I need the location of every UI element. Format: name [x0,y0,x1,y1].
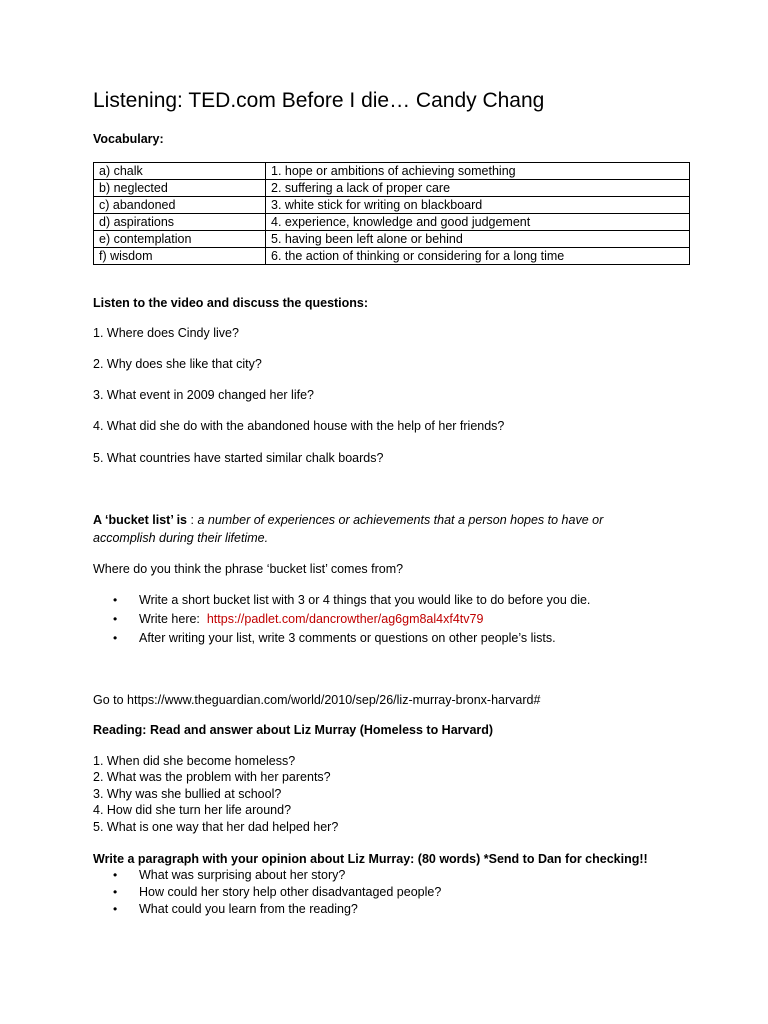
listen-question-4: 4. What did she do with the abandoned house with the help of her friends? [93,419,505,433]
bucket-list-definition [93,511,653,547]
vocab-definition: 5. having been left alone or behind [266,231,690,248]
bucket-task-1: Write a short bucket list with 3 or 4 things that you would like to do before you die. [139,593,591,607]
listen-question-5: 5. What countries have started similar chalk boards? [93,451,384,465]
reading-question-1: 1. When did she become homeless? [93,754,296,768]
table-row [94,163,690,180]
table-row [94,231,690,248]
bullet-icon: • [113,902,118,916]
bullet-icon: • [113,631,118,645]
vocab-definition: 1. hope or ambitions of achieving something [266,163,690,180]
bullet-icon: • [113,593,118,607]
paragraph-prompt-3: What could you learn from the reading? [139,902,358,916]
list-item [113,901,358,917]
vocab-definition: 2. suffering a lack of proper care [266,180,690,197]
listen-question-3: 3. What event in 2009 changed her life? [93,388,314,402]
list-item [113,592,590,608]
vocabulary-table [93,162,690,265]
vocab-definition: 3. white stick for writing on blackboard [266,197,690,214]
paragraph-prompt-1: What was surprising about her story? [139,868,346,882]
bucket-list-term: A ‘bucket list’ is [93,513,188,527]
padlet-link[interactable]: https://padlet.com/dancrowther/ag6gm8al4xf4tv79 [206,612,484,626]
vocab-term: e) contemplation [94,231,266,248]
reading-question-2: 2. What was the problem with her parents? [93,770,331,784]
vocab-definition: 6. the action of thinking or considering for a long time [266,248,690,265]
reading-question-4: 4. How did she turn her life around? [93,803,292,817]
list-item [113,867,345,883]
paragraph-heading: Write a paragraph with your opinion about Liz Murray: (80 words) *Send to Dan for checking!! [93,852,648,866]
bullet-icon: • [113,868,118,882]
guardian-link-line[interactable]: Go to https://www.theguardian.com/world/2010/sep/26/liz-murray-bronx-harvard# [93,693,541,707]
list-item [113,630,556,646]
page-title: Listening: TED.com Before I die… Candy Chang [93,89,545,112]
bucket-list-meaning: a number of experiences or achievements that a person hopes to have or accomplish during their lifetime. [93,513,604,545]
vocab-term: f) wisdom [94,248,266,265]
vocab-term: a) chalk [94,163,266,180]
bullet-icon: • [113,612,118,626]
vocab-term: d) aspirations [94,214,266,231]
table-row [94,214,690,231]
list-item [113,611,483,627]
vocab-definition: 4. experience, knowledge and good judgement [266,214,690,231]
listen-heading: Listen to the video and discuss the questions: [93,296,369,310]
bucket-list-colon: : [187,513,198,527]
paragraph-prompt-2: How could her story help other disadvantaged people? [139,885,442,899]
list-item [113,884,441,900]
reading-heading: Reading: Read and answer about Liz Murray (Homeless to Harvard) [93,723,494,737]
listen-question-1: 1. Where does Cindy live? [93,326,239,340]
table-row [94,197,690,214]
write-here-label: Write here: [139,612,200,626]
table-row [94,248,690,265]
vocab-term: c) abandoned [94,197,266,214]
reading-question-3: 3. Why was she bullied at school? [93,787,282,801]
table-row [94,180,690,197]
listen-question-2: 2. Why does she like that city? [93,357,262,371]
bullet-icon: • [113,885,118,899]
vocab-term: b) neglected [94,180,266,197]
vocabulary-heading: Vocabulary: [93,132,164,146]
bucket-list-question: Where do you think the phrase ‘bucket list’ comes from? [93,562,404,576]
bucket-task-3: After writing your list, write 3 comments or questions on other people’s lists. [139,631,556,645]
reading-question-5: 5. What is one way that her dad helped her? [93,820,339,834]
